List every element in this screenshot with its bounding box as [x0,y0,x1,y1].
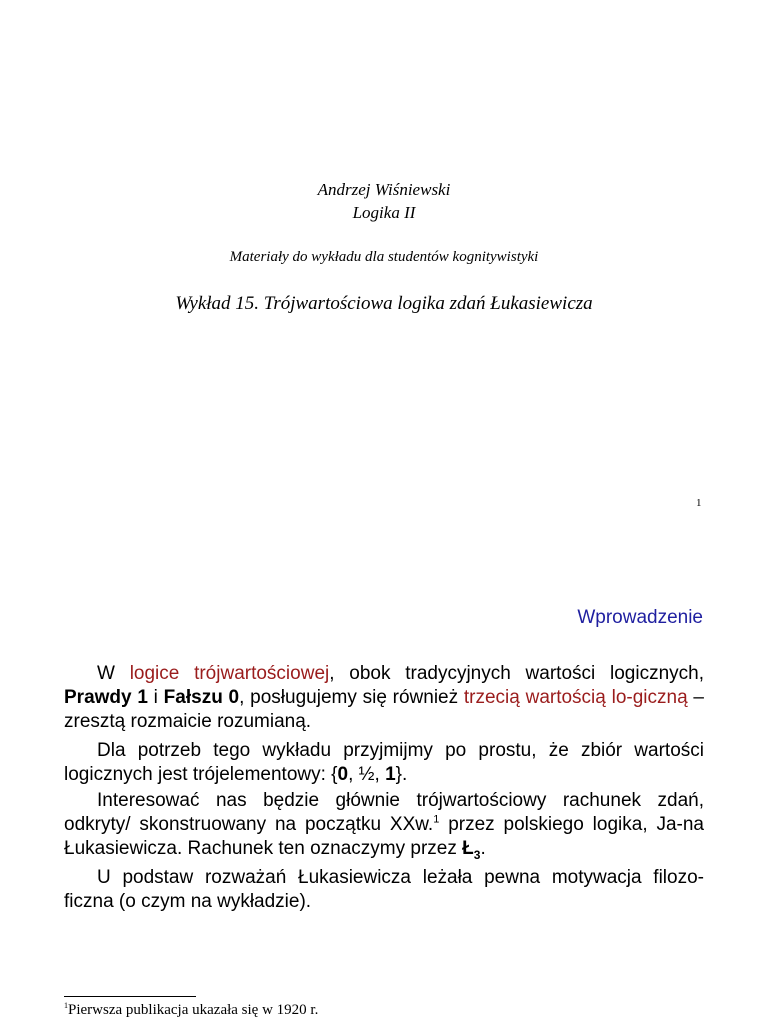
footnote [64,1001,318,1019]
section-heading: Wprowadzenie [577,607,703,628]
term-falsity: Fałszu 0 [163,687,240,708]
value-one: 1 [385,764,396,785]
title-lecture: Wykład 15. Trójwartościowa logika zdań Łukasiewicza [175,293,593,314]
text-run: . [480,838,486,859]
text-run: , posługujemy się również [239,687,464,708]
title-author: Andrzej Wiśniewski [317,180,451,199]
text-run: Interesować nas będzie głównie trójwartościowy rachunek zdań, odkryty/ skonstruowany na początku XXw. [64,790,704,835]
footnote-text: Pierwsza publikacja ukazała się w 1920 r. [68,1002,319,1018]
paragraph-4 [64,866,704,914]
paragraph-1 [64,662,704,734]
symbol-subscript: 3 [473,847,481,862]
text-run: przez polskiego logika, Ja-na Łukasiewicza. Rachunek ten oznaczymy przez [64,814,704,859]
page-number: 1 [696,497,702,509]
footnote-separator [64,996,196,997]
text-run: W [97,663,130,684]
term-trivalent-logic: logice trójwartościowej [129,663,330,684]
value-zero: 0 [337,764,349,785]
text-run: i [147,687,164,708]
symbol-letter: Ł [462,838,474,859]
text-run: , [348,764,359,785]
text-run: , obok tradycyjnych wartości logicznych, [329,663,704,684]
paragraph-2 [64,739,704,787]
term-third-value: trzecią wartością lo-giczną [463,687,688,708]
term-truth: Prawdy 1 [64,687,148,708]
footnote-mark: 1 [64,1001,68,1010]
text-run: U podstaw rozważań Łukasiewicza leżała pewna motywacja filozo-ficzna (o czym na wykładzie). [64,867,704,912]
symbol-l3 [462,838,481,862]
text-run: , [374,764,386,785]
text-run: }. [395,764,408,785]
title-course: Logika II [352,203,416,222]
footnote-reference[interactable]: 1 [433,813,440,826]
title-materials: Materiały do wykładu dla studentów kognitywistyki [229,249,539,265]
value-half: ½ [358,764,375,785]
paragraph-3 [64,789,704,861]
text-run: Dla potrzeb tego wykładu przyjmijmy po prostu, że zbiór wartości logicznych jest trójelementowy: { [64,740,704,785]
text-run: – zresztą rozmaicie rozumianą. [64,687,704,732]
